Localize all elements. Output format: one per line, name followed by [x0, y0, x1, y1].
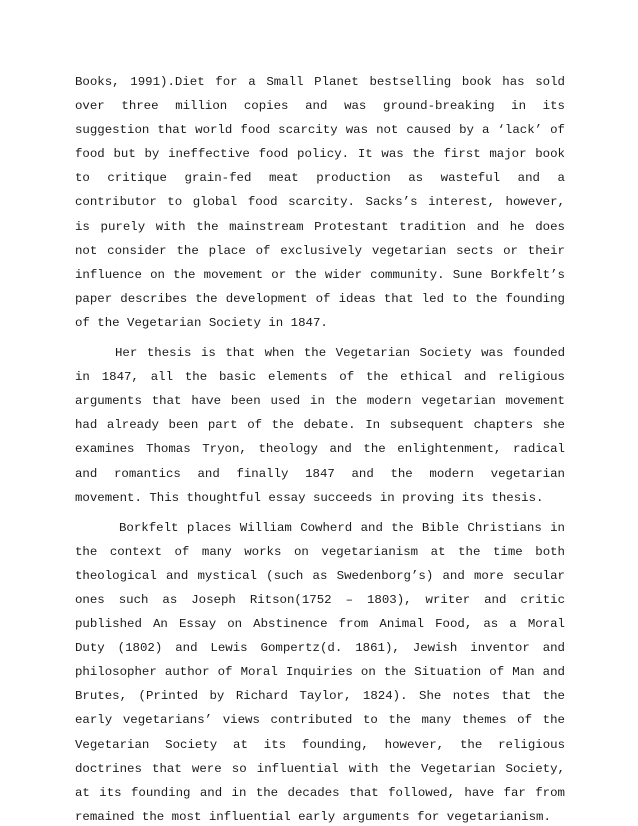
paragraph-3: Borkfelt places William Cowherd and the Bible Christians in the context of many works on vegetarianism at the time both theological and mystical (such as Swedenborg’s) and more secular ones such as Joseph Ritson(1752 – 1803), writer and critic published An Essay on Abstinence from Animal Food, as a Moral Duty (1802) and Lewis Gompertz(d. 1861), Jewish inventor and philosopher author of Moral Inquiries on the Situation of Man and Brutes, (Printed by Richard Taylor, 1824). She notes that the early vegetarians’ views contributed to the many themes of the Vegetarian Society at its founding, however, the religious doctrines that were so influential with the Vegetarian Society, at its founding and in the decades that followed, have far from remained the most influential early arguments for vegetarianism.: [75, 520, 565, 824]
paragraph-2: Her thesis is that when the Vegetarian Society was founded in 1847, all the basic elements of the ethical and religious arguments that have been used in the modern vegetarian movement had already been part of the debate. In subsequent chapters she examines Thomas Tryon, theology and the enlightenment, radical and romantics and finally 1847 and the modern vegetarian movement. This thoughtful essay succeeds in proving its thesis.: [75, 346, 565, 505]
paragraph-1: Books, 1991).Diet for a Small Planet bestselling book has sold over three million copies and was ground-breaking in its suggestion that world food scarcity was not caused by a ‘lack’ of food but by ineffective food policy. It was the first major book to critique grain-fed meat production as wasteful and a contributor to global food scarcity. Sacks’s interest, however, is purely with the mainstream Protestant tradition and he does not consider the place of exclusively vegetarian sects or their influence on the movement or the wider community. Sune Borkfelt’s paper describes the development of ideas that led to the founding of the Vegetarian Society in 1847.: [75, 75, 565, 330]
body-text: [75, 70, 565, 826]
